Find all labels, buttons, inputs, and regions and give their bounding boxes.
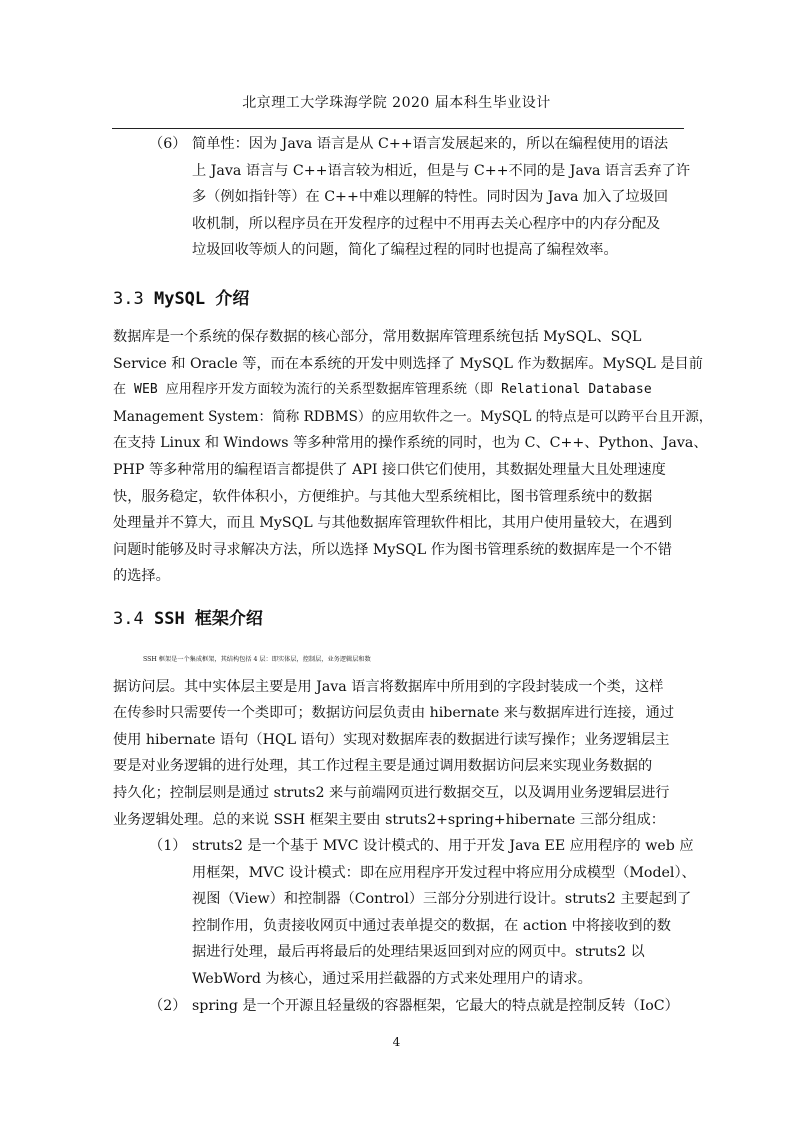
- list-marker: （6）: [149, 136, 187, 152]
- text-line: 持久化；控制层则是通过 struts2 来与前端网页进行数据交互，以及调用业务逻辑层进行: [113, 784, 670, 801]
- text-line: 使用 hibernate 语句（HQL 语句）实现对数据库表的数据进行读写操作；业务逻辑层主: [113, 731, 670, 748]
- text-line: 问题时能够及时寻求解决方法，所以选择 MySQL 作为图书管理系统的数据库是一个不错: [113, 541, 672, 558]
- text-line: 在 WEB 应用程序开发方面较为流行的关系型数据库管理系统（即 Relational Database: [113, 382, 652, 398]
- text-line: WebWord 为核心，通过采用拦截器的方式来处理用户的请求。: [192, 970, 592, 987]
- text-line: spring 是一个开源且轻量级的容器框架，它最大的特点就是控制反转（IoC）: [192, 998, 679, 1014]
- list-item-body: [192, 131, 720, 264]
- text-line: SSH 框架是一个集成框架，其结构包括 4 层：即实体层，控制层，业务逻辑层和数: [143, 656, 371, 663]
- section-title: SSH 框架介绍: [153, 609, 263, 629]
- text-line: 上 Java 语言与 C++语言较为相近，但是与 C++不同的是 Java 语言丢弃了许: [192, 162, 691, 179]
- text-line: 据进行处理，最后再将最后的处理结果返回到对应的网页中。struts2 以: [192, 944, 645, 961]
- text-line: 简单性：因为 Java 语言是从 C++语言发展起来的，所以在编程使用的语法: [192, 136, 669, 152]
- text-line: 视图（View）和控制器（Control）三部分分别进行设计。struts2 主要起到了: [192, 891, 692, 908]
- section-title: MySQL 介绍: [153, 289, 250, 309]
- section-heading-3-3: [113, 284, 249, 309]
- header-rule: [112, 128, 684, 129]
- text-line: 据访问层。其中实体层主要是用 Java 语言将数据库中所用到的字段封装成一个类，这样: [113, 678, 664, 695]
- text-line: 业务逻辑处理。总的来说 SSH 框架主要由 struts2+spring+hibernate 三部分组成：: [113, 811, 665, 828]
- paragraph-mysql: [113, 324, 718, 590]
- text-line: 控制作用，负责接收网页中通过表单提交的数据，在 action 中将接收到的数: [192, 917, 671, 934]
- text-line: 要是对业务逻辑的进行处理，其工作过程主要是通过调用数据访问层来实现业务数据的: [113, 758, 653, 775]
- section-number: 3.3: [113, 289, 144, 309]
- text-line: 用框架，MVC 设计模式：即在应用程序开发过程中将应用分成模型（Model）、: [192, 864, 696, 881]
- text-line: 数据库是一个系统的保存数据的核心部分，常用数据库管理系统包括 MySQL、SQL: [113, 329, 642, 345]
- text-line: 快，服务稳定，软件体积小，方便维护。与其他大型系统相比，图书管理系统中的数据: [113, 488, 653, 505]
- text-line: struts2 是一个基于 MVC 设计模式的、用于开发 Java EE 应用程序的 web 应: [192, 838, 694, 854]
- text-line: 垃圾回收等烦人的问题，简化了编程过程的同时也提高了编程效率。: [192, 242, 618, 259]
- section-heading-3-4: [113, 604, 263, 629]
- section-number: 3.4: [113, 609, 144, 629]
- text-line: Management System：简称 RDBMS）的应用软件之一。MySQL 的特点是可以跨平台且开源，: [113, 408, 713, 425]
- text-line: 的选择。: [113, 568, 170, 585]
- text-line: 多（例如指针等）在 C++中难以理解的特性。同时因为 Java 加入了垃圾回: [192, 189, 669, 206]
- list-item-body: [192, 833, 720, 993]
- text-line: 在传参时只需要传一个类即可；数据访问层负责由 hibernate 来与数据库进行连接，通过: [113, 705, 675, 722]
- list-item-body: [192, 993, 720, 1020]
- text-line: 收机制，所以程序员在开发程序的过程中不用再去关心程序中的内存分配及: [192, 215, 661, 232]
- page-header: 北京理工大学珠海学院 2020 届本科生毕业设计: [242, 95, 551, 111]
- text-line: PHP 等多种常用的编程语言都提供了 API 接口供它们使用，其数据处理量大且处理速度: [113, 461, 666, 478]
- text-line: 在支持 Linux 和 Windows 等多种常用的操作系统的同时，也为 C、C++、Python、Java、: [113, 435, 708, 452]
- paragraph-ssh: [113, 647, 718, 833]
- list-marker: （1）: [149, 838, 187, 854]
- page-number: 4: [392, 1035, 401, 1049]
- text-line: Service 和 Oracle 等，而在本系统的开发中则选择了 MySQL 作为数据库。MySQL 是目前: [113, 355, 703, 372]
- text-line: 处理量并不算大，而且 MySQL 与其他数据库管理软件相比，其用户使用量较大，在遇到: [113, 515, 672, 532]
- list-marker: （2）: [149, 998, 187, 1014]
